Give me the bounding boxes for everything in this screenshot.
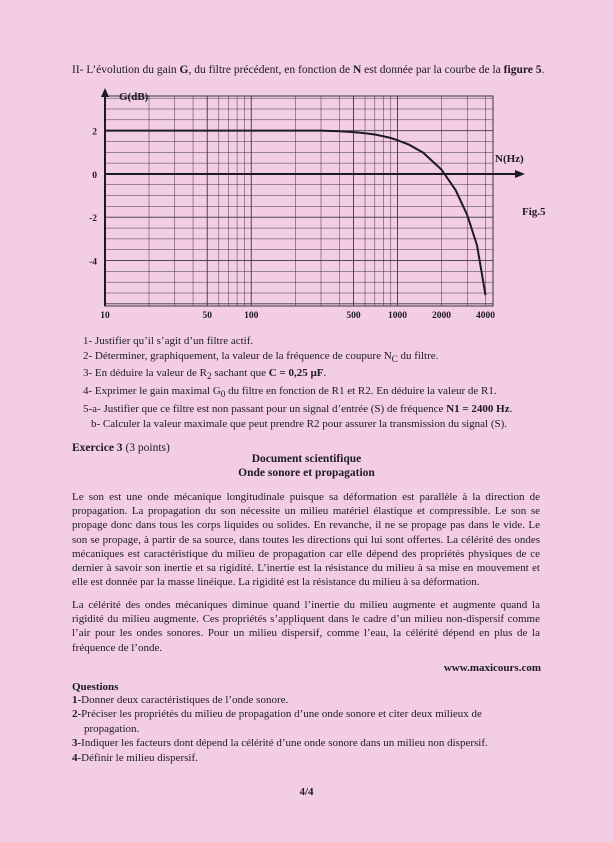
paragraph-1: Le son est une onde mécanique longitudinale puisque sa déformation est parallèle à la direction de propagation. La propagation du son nécessite un milieu matériel élastique et compressible. Le son se propage donc dans tous les corps liquides ou solides. En revanche, il ne se propage pas dans le vide. Le son se propage, à partir de sa source, dans toutes les directions qui lui sont offertes. La célérité des ondes mécaniques est caractéristique du milieu de propagation car elle dépend des propriétés physiques de ce dernier à savoir son inertie et sa rigidité. L’inertie est la résistance du milieu à sa mise en mouvement et elle est donnée par la masse linéique. La rigidité est la résistance du milieu à sa déformation. — [72, 491, 540, 589]
questions-part-2 — [83, 334, 512, 431]
x-tick-label: 100 — [244, 311, 259, 321]
section-intro — [72, 64, 544, 76]
page-number: 4/4 — [299, 786, 314, 798]
q3-2-cont: propagation. — [84, 722, 140, 735]
gain-chart — [75, 88, 525, 324]
q3-1: 1-Donner deux caractéristiques de l’onde sonore. — [72, 694, 289, 706]
question-4: 4- Exprimer le gain maximal $G_0$ du filtre en fonction de R1 et R2. En déduire la valeur de R1. — [83, 385, 497, 400]
y-tick-label: -2 — [89, 214, 97, 225]
intro-end: . — [541, 64, 545, 76]
intro-n: N — [352, 64, 362, 76]
y-axis-label: G(dB) — [119, 91, 149, 103]
grid-frame — [105, 96, 493, 306]
question-2: 2- Déterminer, graphiquement, la valeur de la fréquence de coupure $N_C$ du filtre. — [83, 349, 439, 364]
figure-label: Fig.5 — [522, 206, 546, 218]
q3-2: 2-Préciser les propriétés du milieu de propagation d’une onde sonore et citer deux milieux de — [72, 708, 482, 721]
document-subtitle: Onde sonore et propagation — [238, 467, 375, 479]
x-tick-label: 500 — [346, 311, 361, 321]
document-title: Document scientifique — [251, 453, 362, 465]
y-axis-arrow — [101, 88, 109, 97]
x-axis-label: N(Hz) — [495, 152, 524, 165]
paragraph-2: La célérité des ondes mécaniques diminue quand l’inertie du milieu augmente et augmente quand la rigidité du milieu augmente. Ces propriétés s’appliquent dans le cadre d’un milieu non-dispersif comme l’air pour les ondes sonores. Pour un milieu dispersif, comme l’eau, la célérité dépend en plus de la fréquence de l’onde. — [72, 599, 540, 654]
questions-heading: Questions — [72, 681, 119, 693]
q3-4: 4-Définir le milieu dispersif. — [72, 751, 198, 764]
y-tick-label: 2 — [92, 127, 97, 138]
x-tick-label: 50 — [202, 311, 212, 321]
source-link: www.maxicours.com — [443, 662, 541, 674]
chart-grid — [105, 96, 493, 306]
exercise-heading: Exercice 3 (3 points) — [72, 442, 170, 454]
x-tick-label: 4000 — [476, 311, 496, 321]
q3-3: 3-Indiquer les facteurs dont dépend la célérité d’une onde sonore dans un milieu non dispersif. — [72, 737, 488, 750]
chart-tick-labels — [89, 91, 524, 321]
question-1: 1- Justifier qu’il s’agit d’un filtre actif. — [83, 335, 254, 347]
y-tick-label: -4 — [89, 257, 97, 268]
intro-text: II- L’évolution du gain — [72, 64, 180, 76]
questions-part-3 — [72, 693, 542, 765]
y-tick-label: 0 — [92, 170, 97, 181]
question-3: 3- En déduire la valeur de $R_2$ sachant que C = 0,25 µF. — [83, 367, 327, 382]
intro-text-3: est donnée par la courbe de la — [361, 64, 504, 76]
x-axis-arrow — [515, 170, 525, 178]
question-5b: b- Calculer la valeur maximale que peut prendre R2 pour assurer la transmission du signal (S). — [91, 417, 508, 430]
x-tick-label: 2000 — [431, 311, 451, 321]
x-tick-label: 10 — [100, 311, 110, 321]
intro-text-2: , du filtre précédent, en fonction de — [188, 64, 353, 76]
x-tick-label: 1000 — [387, 311, 407, 321]
intro-figure-ref: figure 5 — [503, 64, 542, 76]
question-5a: 5-a- Justifier que ce filtre est non passant pour un signal d’entrée (S) de fréquence N1 = 2400 Hz. — [83, 402, 513, 415]
intro-g: G — [179, 64, 189, 76]
chart-axes — [101, 88, 525, 306]
